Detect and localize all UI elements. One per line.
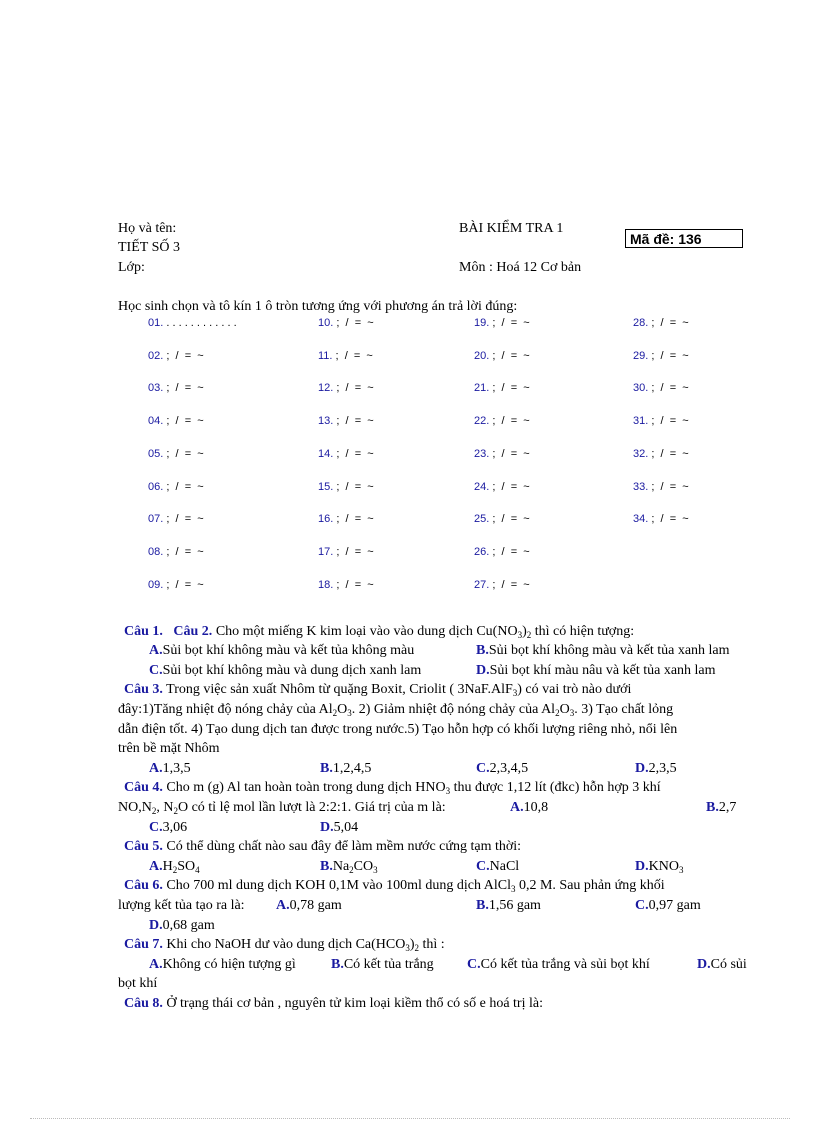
answer-row[interactable] — [318, 546, 374, 558]
answer-marks[interactable]: ; / = ~ — [489, 578, 530, 591]
answer-number: 26. — [474, 545, 490, 558]
answer-row[interactable] — [148, 546, 204, 558]
answer-row[interactable] — [318, 317, 374, 329]
answer-number: 23. — [474, 447, 490, 460]
answer-marks[interactable]: ; / = ~ — [333, 545, 374, 558]
answer-row[interactable] — [148, 317, 237, 329]
option-letter: A. — [276, 898, 290, 913]
answer-row[interactable] — [148, 382, 204, 394]
answer-number: 11. — [318, 349, 333, 362]
option-text: Sủi bọt khí không màu và kết tủa xanh lam — [488, 643, 730, 658]
option-letter: D. — [320, 820, 334, 835]
question-label: Câu 6. — [124, 878, 163, 893]
subscript: 3 — [347, 708, 352, 718]
option-text: 0,68 gam — [162, 918, 215, 933]
subscript: 2 — [414, 943, 420, 953]
answer-number: 31. — [633, 415, 649, 428]
answer-marks[interactable]: ; / = ~ — [489, 415, 530, 428]
answer-number: 18. — [318, 578, 334, 591]
answer-number: 12. — [318, 382, 334, 395]
question-3 — [124, 682, 631, 698]
answer-number: 14. — [318, 447, 334, 460]
answer-number: 20. — [474, 349, 490, 362]
question-6 — [124, 878, 665, 894]
question-label: Câu 5. — [124, 839, 163, 854]
question-text: 0,2 M. Sau phản ứng khối — [515, 878, 665, 893]
answer-row[interactable] — [148, 513, 204, 525]
answer-row[interactable] — [148, 350, 204, 362]
answer-number: 29. — [633, 349, 649, 362]
option-letter: D. — [635, 859, 649, 874]
answer-number: 05. — [148, 447, 164, 460]
answer-number: 03. — [148, 382, 164, 395]
option-letter: D. — [635, 761, 649, 776]
option-letter: B. — [331, 957, 344, 972]
answer-marks[interactable]: ; / = ~ — [163, 545, 204, 558]
subscript: 3 — [678, 865, 684, 875]
answer-number: 28. — [633, 317, 649, 329]
answer-row[interactable] — [474, 350, 530, 362]
answer-marks[interactable]: ; / = ~ — [163, 415, 204, 428]
answer-number: 25. — [474, 513, 490, 526]
question-text: thu được 1,12 lít (đkc) hỗn hợp 3 khí — [450, 780, 661, 795]
question-label: Câu 8. — [124, 996, 163, 1011]
question-text: Ở trạng thái cơ bản , nguyên tử kim loại kiềm thổ có số e hoá trị là: — [166, 996, 543, 1011]
question-text: Cho 700 ml dung dịch KOH 0,1M vào 100ml dung dịch AlCl — [166, 878, 511, 893]
option-c[interactable] — [635, 898, 701, 914]
answer-row[interactable] — [148, 415, 204, 427]
answer-row[interactable] — [318, 415, 374, 427]
option-text: 0,78 gam — [289, 898, 342, 913]
option-d[interactable] — [476, 663, 716, 679]
answer-number: 10. — [318, 317, 334, 329]
option-letter: D. — [476, 663, 490, 678]
question-text: . 2) Giảm nhiệt độ nóng chảy của Al — [351, 702, 556, 717]
option-text: Sủi bọt khí không màu và dung dịch xanh lam — [162, 663, 422, 678]
subscript: 3 — [510, 884, 516, 894]
answer-row[interactable] — [633, 317, 689, 329]
question-text: O có tỉ lệ mol lần lượt là 2:2:1. Giá trị của m là: — [177, 800, 446, 815]
question-3-line-4: trên bề mặt Nhôm — [118, 741, 220, 756]
answer-row[interactable] — [318, 448, 374, 460]
answer-marks[interactable]: ; / = ~ — [648, 415, 689, 428]
answer-number: 34. — [633, 513, 649, 526]
option-c[interactable] — [467, 957, 650, 973]
answer-row[interactable] — [633, 350, 689, 362]
option-text: 2,7 — [718, 800, 737, 815]
answer-number: 17. — [318, 545, 334, 558]
option-letter: C. — [635, 898, 649, 913]
answer-marks[interactable]: ; / = ~ — [333, 578, 374, 591]
answer-marks[interactable]: ; / = ~ — [163, 513, 204, 526]
question-4-line-2 — [118, 800, 446, 816]
question-text: ) — [409, 937, 415, 952]
question-label: Câu 3. — [124, 682, 163, 697]
subscript: 3 — [373, 865, 378, 875]
question-text: đây:1)Tăng nhiệt độ nóng chảy của Al — [118, 702, 333, 717]
answer-number: 21. — [474, 382, 490, 395]
option-text: Có kết tủa trắng và sủi bọt khí — [480, 957, 650, 972]
question-3-line-2 — [118, 702, 673, 718]
answer-marks[interactable]: . . . . . . . . . . . . — [163, 317, 237, 329]
answer-marks[interactable]: ; / = ~ — [648, 349, 689, 362]
question-8 — [124, 996, 543, 1012]
answer-marks[interactable]: ; / = ~ — [333, 480, 374, 493]
question-1-2 — [124, 624, 634, 640]
option-c[interactable] — [149, 820, 187, 836]
option-text: H — [162, 859, 173, 874]
answer-marks[interactable]: ; / = ~ — [333, 447, 374, 460]
answer-number: 06. — [148, 480, 164, 493]
question-6-line-2: lượng kết tủa tạo ra là: — [118, 898, 245, 913]
option-d[interactable] — [149, 918, 215, 934]
option-text: 0,97 gam — [648, 898, 701, 913]
subscript: 2 — [349, 865, 354, 875]
answer-row[interactable] — [633, 382, 689, 394]
option-letter: A. — [149, 957, 163, 972]
instruction: Học sinh chọn và tô kín 1 ô tròn tương ứng với phương án trả lời đúng: — [118, 299, 518, 314]
option-letter: D. — [149, 918, 163, 933]
answer-number: 19. — [474, 317, 490, 329]
option-text: 5,04 — [333, 820, 359, 835]
option-b[interactable] — [331, 957, 434, 973]
answer-number: 08. — [148, 545, 164, 558]
question-text: . 3) Tạo chất lỏng — [574, 702, 674, 717]
class-label: Lớp: — [118, 260, 145, 275]
question-text: Trong việc sản xuất Nhôm từ quặng Boxit, Criolit ( 3NaF.AlF — [166, 682, 513, 697]
option-letter: B. — [320, 859, 333, 874]
answer-number: 16. — [318, 513, 334, 526]
question-text: thì : — [419, 937, 445, 952]
page-divider — [30, 1118, 790, 1119]
answer-number: 32. — [633, 447, 649, 460]
answer-number: 27. — [474, 578, 490, 591]
option-letter: C. — [149, 663, 163, 678]
question-5 — [124, 839, 521, 855]
question-label: Câu 7. — [124, 937, 163, 952]
answer-number: 15. — [318, 480, 334, 493]
answer-marks[interactable]: ; / = ~ — [489, 382, 530, 395]
option-d[interactable] — [697, 957, 747, 973]
option-b[interactable] — [320, 761, 371, 777]
option-text: NaCl — [489, 859, 520, 874]
answer-row[interactable] — [633, 513, 689, 525]
answer-row[interactable] — [474, 448, 530, 460]
answer-number: 33. — [633, 480, 649, 493]
question-3-line-3: dẫn điện tốt. 4) Tạo dung dịch tan được trong nước.5) Tạo hỗn hợp có khối lượng riêng nhỏ, nổi lên — [118, 722, 678, 737]
answer-marks[interactable]: ; / = ~ — [333, 415, 374, 428]
answer-marks[interactable]: ; / = ~ — [648, 513, 689, 526]
answer-marks[interactable]: ; / = ~ — [489, 447, 530, 460]
option-text: Na — [332, 859, 350, 874]
option-d[interactable] — [635, 859, 683, 875]
subscript: 2 — [172, 865, 178, 875]
option-text: KNO — [648, 859, 679, 874]
option-a[interactable] — [149, 957, 296, 973]
option-text: 2,3,5 — [648, 761, 677, 776]
question-7 — [124, 937, 445, 953]
option-text: Có kết tủa trắng — [343, 957, 434, 972]
answer-row[interactable] — [633, 481, 689, 493]
option-text: 2,3,4,5 — [489, 761, 529, 776]
option-text: 1,3,5 — [162, 761, 191, 776]
option-letter: B. — [476, 898, 489, 913]
question-label: Câu 2. — [173, 624, 213, 639]
answer-marks[interactable]: ; / = ~ — [333, 317, 374, 329]
answer-row[interactable] — [633, 448, 689, 460]
question-label: Câu 1. — [124, 624, 163, 639]
answer-row[interactable] — [148, 448, 204, 460]
answer-row[interactable] — [318, 350, 373, 362]
answer-number: 30. — [633, 382, 649, 395]
answer-row[interactable] — [474, 415, 530, 427]
answer-marks[interactable]: ; / = ~ — [648, 382, 689, 395]
subscript: 4 — [195, 865, 200, 875]
option-letter: A. — [149, 643, 163, 658]
answer-row[interactable] — [474, 579, 530, 591]
answer-row[interactable] — [474, 513, 530, 525]
answer-marks[interactable]: ; / = ~ — [648, 317, 689, 329]
answer-marks[interactable]: ; / = ~ — [648, 480, 689, 493]
answer-row[interactable] — [148, 579, 204, 591]
question-text: NO,N — [118, 800, 152, 815]
option-letter: B. — [320, 761, 333, 776]
question-text: Khi cho NaOH dư vào dung dịch Ca(HCO — [166, 937, 406, 952]
subscript: 3 — [569, 708, 575, 718]
option-letter: A. — [149, 859, 163, 874]
answer-row[interactable] — [148, 481, 204, 493]
answer-marks[interactable]: ; / = ~ — [333, 513, 374, 526]
option-c[interactable] — [149, 663, 421, 679]
answer-number: 02. — [148, 349, 164, 362]
option-text: Có sủi — [710, 957, 747, 972]
lesson-label: TIẾT SỐ 3 — [118, 240, 180, 255]
question-text: thì có hiện tượng: — [531, 624, 635, 639]
option-letter: C. — [476, 761, 490, 776]
subscript: 2 — [332, 708, 338, 718]
option-b[interactable] — [476, 898, 541, 914]
question-text: Cho m (g) Al tan hoàn toàn trong dung dịch HNO — [166, 780, 446, 795]
test-title: BÀI KIỂM TRA 1 — [459, 221, 564, 236]
subscript: 2 — [526, 630, 532, 640]
option-letter: A. — [149, 761, 163, 776]
option-letter: D. — [697, 957, 711, 972]
answer-marks[interactable]: ; / = ~ — [489, 480, 530, 493]
answer-row[interactable] — [474, 481, 530, 493]
answer-marks[interactable]: ; / = ~ — [489, 513, 530, 526]
question-text: Cho một miếng K kim loại vào vào dung dịch Cu(NO — [215, 624, 518, 639]
question-text: O — [337, 702, 348, 717]
option-a[interactable] — [149, 643, 414, 659]
option-text: 3,06 — [162, 820, 188, 835]
exam-code: Mã đề: 136 — [625, 229, 743, 248]
option-c[interactable] — [476, 761, 528, 777]
answer-marks[interactable]: ; / = ~ — [489, 545, 530, 558]
option-text: Sủi bọt khí màu nâu và kết tủa xanh lam — [489, 663, 716, 678]
answer-number: 01. — [148, 317, 164, 329]
answer-marks[interactable]: ; / = ~ — [648, 447, 689, 460]
answer-number: 09. — [148, 578, 164, 591]
answer-row[interactable] — [318, 382, 374, 394]
question-text: ) — [522, 624, 527, 639]
answer-row[interactable] — [474, 546, 530, 558]
answer-row[interactable] — [474, 382, 530, 394]
option-a[interactable] — [149, 761, 191, 777]
answer-marks[interactable]: ; / = ~ — [163, 382, 204, 395]
answer-marks[interactable]: ; / = ~ — [163, 349, 204, 362]
answer-marks[interactable]: ; / = ~ — [163, 447, 204, 460]
answer-marks[interactable]: ; / = ~ — [489, 317, 530, 329]
option-letter: C. — [467, 957, 481, 972]
subscript: 2 — [555, 708, 560, 718]
option-a[interactable] — [510, 800, 548, 816]
option-b[interactable] — [476, 643, 730, 659]
answer-row[interactable] — [474, 317, 530, 329]
answer-number: 04. — [148, 415, 164, 428]
option-text: SO — [177, 859, 196, 874]
option-letter: B. — [476, 643, 489, 658]
subscript: 3 — [517, 630, 523, 640]
option-d[interactable] — [320, 820, 358, 836]
option-text: Không có hiện tượng gì — [162, 957, 296, 972]
answer-number: 07. — [148, 513, 164, 526]
subject-label: Môn : Hoá 12 Cơ bản — [459, 260, 582, 275]
answer-row[interactable] — [633, 415, 689, 427]
subscript: 2 — [173, 806, 178, 816]
question-text: ) có vai trò nào dưới — [517, 682, 632, 697]
option-letter: C. — [476, 859, 490, 874]
name-label: Họ và tên: — [118, 221, 177, 236]
option-b[interactable] — [320, 859, 378, 875]
option-d[interactable] — [635, 761, 677, 777]
option-b[interactable] — [706, 800, 736, 816]
answer-number: 22. — [474, 415, 490, 428]
question-text: Có thể dùng chất nào sau đây để làm mềm nước cứng tạm thời: — [166, 839, 522, 854]
option-text: 1,2,4,5 — [332, 761, 372, 776]
option-text: 1,56 gam — [488, 898, 541, 913]
option-letter: A. — [510, 800, 524, 815]
question-text: O — [559, 702, 570, 717]
subscript: 3 — [512, 688, 518, 698]
option-text: Sủi bọt khí không màu và kết tủa không màu — [162, 643, 415, 658]
answer-marks[interactable]: ; / = ~ — [333, 382, 374, 395]
answer-marks[interactable]: ; / = ~ — [163, 480, 204, 493]
option-a[interactable] — [149, 859, 200, 875]
subscript: 2 — [151, 806, 157, 816]
question-4 — [124, 780, 661, 796]
option-letter: C. — [149, 820, 163, 835]
option-letter: B. — [706, 800, 719, 815]
option-text: 10,8 — [523, 800, 549, 815]
answer-row[interactable] — [318, 481, 374, 493]
answer-marks[interactable]: ; / = ~ — [489, 349, 530, 362]
option-c[interactable] — [476, 859, 519, 875]
answer-number: 24. — [474, 480, 490, 493]
subscript: 3 — [405, 943, 410, 953]
answer-number: 13. — [318, 415, 334, 428]
answer-marks[interactable]: ; / = ~ — [332, 349, 373, 362]
question-text: , N — [156, 800, 174, 815]
answer-row[interactable] — [318, 579, 374, 591]
subscript: 3 — [445, 786, 451, 796]
option-d-continued: bọt khí — [118, 976, 158, 991]
answer-row[interactable] — [318, 513, 374, 525]
question-label: Câu 4. — [124, 780, 163, 795]
option-text: CO — [353, 859, 374, 874]
option-a[interactable] — [276, 898, 342, 914]
answer-marks[interactable]: ; / = ~ — [163, 578, 204, 591]
